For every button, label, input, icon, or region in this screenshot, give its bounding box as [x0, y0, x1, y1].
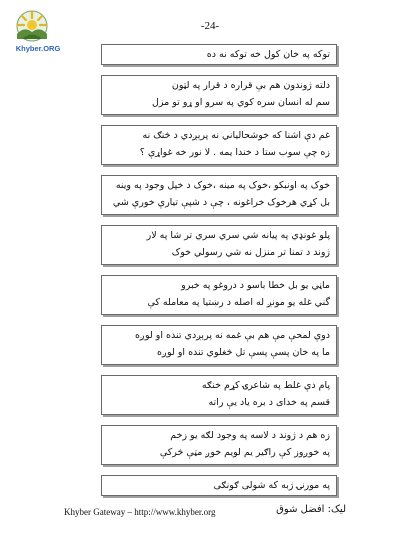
verse-box	[101, 425, 337, 465]
verse-line: په خوږوز کې راګیر یم لویم خوږ مټې څرکې	[159, 447, 330, 458]
verse-line: خوک په اونبکو ،خوک په مينه ،خوک د خپل وجود په وينه	[115, 180, 330, 191]
khyber-logo	[8, 8, 61, 58]
verse-line: په مورنۍ ژبه که شولی ګونګی	[213, 480, 330, 491]
verse-line: ما په خان پسې پسې تل څغلوي تنده او لوږه	[156, 347, 330, 358]
verse-line: دوې لمحې مې هم بې غمه نه پرېږدي تنده او لوږه	[134, 330, 330, 341]
verse-box	[101, 275, 337, 315]
verse-box	[101, 175, 337, 215]
verse-box	[101, 375, 337, 415]
verse-line: گني غله یو مونږ له اصله د رښتيا په معامله کې	[147, 297, 330, 308]
verse-box	[101, 44, 337, 65]
verse-line: قسم په خدای د بره یاد یې راته	[208, 397, 330, 408]
logo-text: Khyber.ORG	[15, 44, 61, 53]
verse-list	[101, 44, 337, 506]
page-number: -24-	[200, 20, 220, 32]
verse-line: بل کړي هرخوک خراغونه ، چې د شپې تیارې خورې شي	[112, 197, 330, 208]
verse-line: پام دې غلط په شاعرۍ کړم خنګه	[201, 380, 330, 391]
verse-line: زه هم د ژوند د لاسه په وجود لګه یو زخم	[170, 430, 330, 441]
verse-line: سم له انسان سره کوي په سرو او ړو تو مزل	[152, 97, 330, 108]
footer-author: لیک: افضل شوق	[276, 504, 346, 515]
verse-line: توکه په خان کول خه توکه نه ده	[206, 49, 330, 60]
verse-box	[101, 125, 337, 165]
verse-line: ژوند د تمنا تر منزل نه شي رسولي خوک	[171, 247, 330, 258]
verse-line: دلته ژوندون هم بې قراره د قرار په لټون	[171, 80, 330, 91]
verse-box	[101, 475, 337, 496]
verse-line: پلو غونډي په پیانه شي سري سري تر شا په لار	[146, 230, 330, 241]
verse-line: زه چې سوب ستا د خندا یمه . لا نور خه غواړې ؟	[139, 147, 330, 158]
verse-line: ماڼي يو بل خطا باسو د دروغو په خبرو	[181, 280, 330, 291]
verse-box	[101, 225, 337, 265]
verse-line: غم دې اشنا که خوشحالياني نه پرېږدي د څنګ نه	[142, 130, 330, 141]
footer-website: Khyber Gateway – http://www.khyber.org	[64, 507, 216, 517]
verse-box	[101, 325, 337, 365]
verse-box	[101, 75, 337, 115]
